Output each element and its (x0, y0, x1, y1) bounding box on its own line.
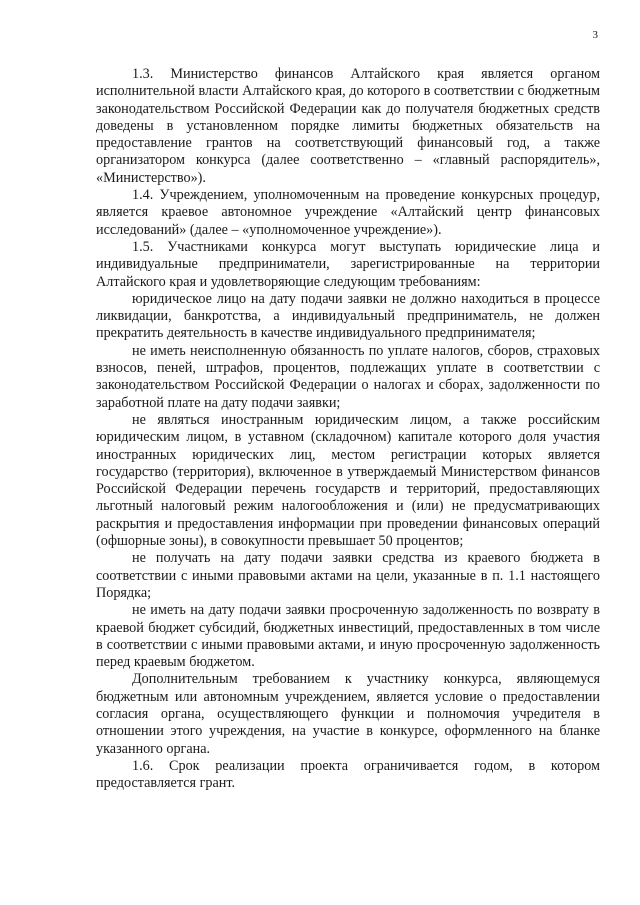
document-body (96, 66, 600, 792)
paragraph-1-4: 1.4. Учреждением, уполномоченным на проведение конкурсных процедур, является краевое автономное учреждение «Алтайский центр финансовых исследований» (далее – «уполномоченное учреждение»). (96, 187, 600, 238)
requirement-taxes: не иметь неисполненную обязанность по уплате налогов, сборов, страховых взносов, пеней, штрафов, процентов, подлежащих уплате в соответствии с законодательством Российской Федерации о налогах и сборах, задолженности по заработной плате на дату подачи заявки; (96, 342, 600, 411)
requirement-liquidation: юридическое лицо на дату подачи заявки не должно находиться в процессе ликвидации, банкротства, а индивидуальный предприниматель, не должен прекратить деятельность в качестве индивидуального предпринимателя; (96, 290, 600, 342)
paragraph-1-5: 1.5. Участниками конкурса могут выступать юридические лица и индивидуальные предприниматели, зарегистрированные на территории Алтайского края и удовлетворяющие следующим требованиям: (96, 238, 600, 290)
page-number: 3 (592, 29, 598, 41)
requirement-overdue-debt: не иметь на дату подачи заявки просроченную задолженность по возврату в краевой бюджет субсидий, бюджетных инвестиций, предоставленных в том числе в соответствии с иными правовыми актами, и иную просроченную задолженность перед краевым бюджетом. (96, 602, 600, 671)
requirement-foreign-entity: не являться иностранным юридическим лицом, а также российским юридическим лицом, в уставном (складочном) капитале которого доля участия иностранных юридических лиц, местом регистрации которых является государство (территория), включенное в утверждаемый Министерством финансов Российской Федерации перечень государств и территорий, предоставляющих льготный налоговый режим налогообложения и (или) не предусматривающих раскрытия и предоставления информации при проведении финансовых операций (офшорные зоны), в совокупности превышает 50 процентов; (96, 411, 600, 550)
paragraph-1-3: 1.3. Министерство финансов Алтайского края является органом исполнительной власти Алтайского края, до которого в соответствии с бюджетным законодательством Российской Федерации как до получателя бюджетных средств доведены в установленном порядке лимиты бюджетных обязательств на предоставление грантов на соответствующий финансовый год, а также организатором конкурса (далее соответственно – «главный распорядитель», «Министерство»). (96, 66, 600, 186)
requirement-budget-funds: не получать на дату подачи заявки средства из краевого бюджета в соответствии с иными правовыми актами на цели, указанные в п. 1.1 настоящего Порядка; (96, 550, 600, 601)
additional-requirement: Дополнительным требованием к участнику конкурса, являющемуся бюджетным или автономным учреждением, является условие о предоставлении согласия органа, осуществляющего функции и полномочия учредителя в отношении этого учреждения, на участие в конкурсе, оформленного на бланке указанного органа. (96, 671, 600, 757)
paragraph-1-6: 1.6. Срок реализации проекта ограничивается годом, в котором предоставляется грант. (96, 757, 600, 792)
